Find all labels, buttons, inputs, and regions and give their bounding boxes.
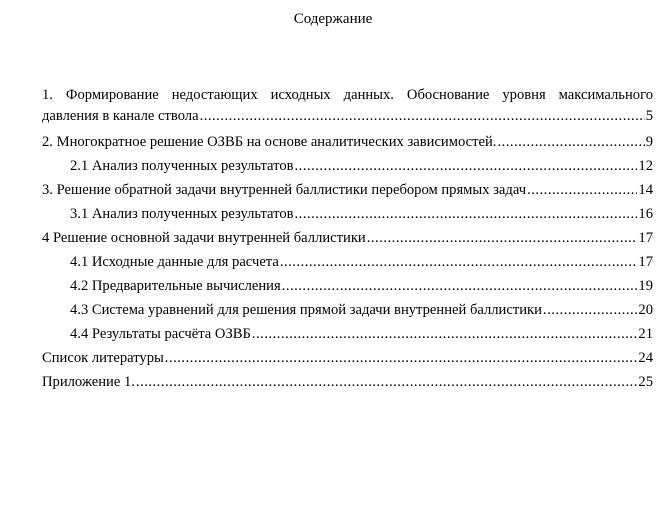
dot-leader — [280, 250, 638, 274]
toc-page-number: 12 — [638, 158, 653, 174]
toc-entry-label: 2.1 Анализ полученных результатов — [70, 158, 294, 174]
toc-page-number: 19 — [638, 278, 653, 294]
toc-page-number: 14 — [638, 182, 653, 198]
toc-page-number: 5 — [645, 108, 653, 124]
toc-entry-references[interactable] — [42, 346, 653, 370]
toc-page-number: 17 — [638, 230, 653, 246]
dot-leader — [282, 274, 638, 298]
toc-entry-label: Список литературы — [42, 350, 164, 366]
toc-entry-label: 3. Решение обратной задачи внутренней баллистики перебором прямых задач — [42, 182, 527, 198]
dot-leader — [200, 106, 645, 127]
dot-leader — [497, 130, 644, 154]
toc-entry-2[interactable] — [42, 130, 653, 154]
toc-page-number: 21 — [638, 326, 653, 342]
dot-leader — [543, 298, 637, 322]
toc-entry-4-3[interactable] — [42, 298, 653, 322]
dot-leader — [527, 178, 637, 202]
toc-entry-label: 4 Решение основной задачи внутренней баллистики — [42, 230, 366, 246]
toc-entry-label-line2: давления в канале ствола — [42, 108, 199, 124]
toc-entry-4-2[interactable] — [42, 274, 653, 298]
toc-entry-label: 2. Многократное решение ОЗВБ на основе аналитических зависимостей. — [42, 134, 497, 150]
toc-entry-appendix-1[interactable] — [42, 370, 653, 394]
toc-entry-label-line1: 1. Формирование недостающих исходных данных. Обоснование уровня максимального — [42, 87, 653, 103]
dot-leader — [367, 226, 638, 250]
toc-page-number: 25 — [638, 374, 653, 390]
toc-entry-3[interactable] — [42, 178, 653, 202]
toc-entry-label: 3.1 Анализ полученных результатов — [70, 206, 294, 222]
dot-leader — [136, 370, 637, 394]
toc-entry-4[interactable] — [42, 226, 653, 250]
toc-entry-label: 4.2 Предварительные вычисления — [70, 278, 281, 294]
toc-page-number: 17 — [638, 254, 653, 270]
dot-leader — [252, 322, 638, 346]
toc-page-number: 20 — [638, 302, 653, 318]
dot-leader — [165, 346, 638, 370]
toc-entry-label: Приложение 1. — [42, 374, 135, 390]
toc-page-number: 16 — [638, 206, 653, 222]
toc-entry-label: 4.3 Система уравнений для решения прямой задачи внутренней баллистики — [70, 302, 542, 318]
dot-leader — [295, 202, 638, 226]
toc-entry-4-4[interactable] — [42, 322, 653, 346]
toc-page-number: 24 — [638, 350, 653, 366]
toc-entry-label: 4.1 Исходные данные для расчета — [70, 254, 279, 270]
toc-entry-2-1[interactable] — [42, 154, 653, 178]
toc-entry-4-1[interactable] — [42, 250, 653, 274]
dot-leader — [295, 154, 638, 178]
toc-entry-3-1[interactable] — [42, 202, 653, 226]
toc-page-number: 9 — [645, 134, 653, 150]
toc-entry-label: 4.4 Результаты расчёта ОЗВБ — [70, 326, 251, 342]
page-title: Содержание — [293, 11, 373, 27]
toc-entry-1[interactable] — [42, 85, 653, 127]
table-of-contents — [42, 85, 653, 394]
